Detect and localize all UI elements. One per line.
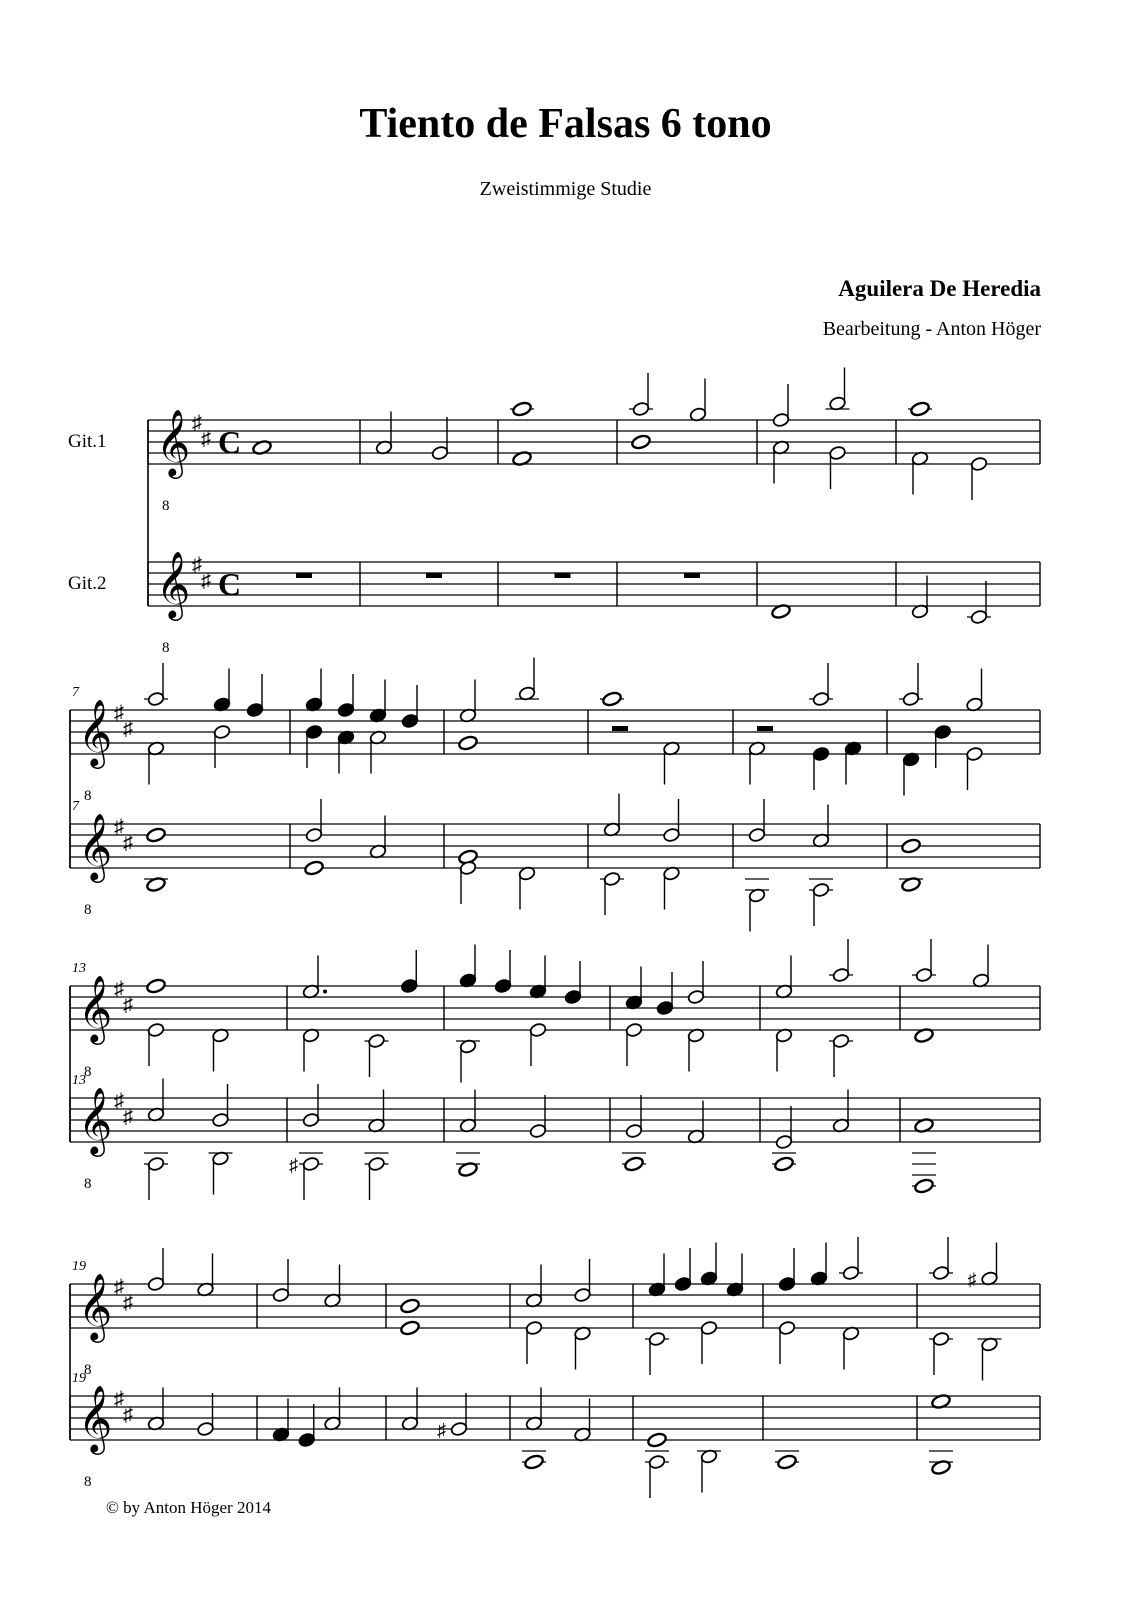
- staff-1: [70, 1237, 1040, 1381]
- note-head: [625, 1022, 643, 1037]
- note-head: [146, 827, 167, 843]
- note-head: [304, 860, 325, 876]
- system-3: [70, 939, 1040, 1200]
- treble-clef-icon: 𝄞: [156, 410, 191, 475]
- note-head: [524, 1454, 545, 1470]
- note-head: [663, 827, 681, 842]
- sharp-icon: ♯: [437, 1420, 446, 1440]
- treble-clef-icon: 𝄞: [78, 976, 113, 1041]
- note-head: [197, 1421, 215, 1436]
- rest: [757, 726, 773, 731]
- note-head: [525, 1320, 543, 1335]
- note-head: [812, 691, 830, 706]
- piece-subtitle: Zweistimmige Studie: [479, 178, 652, 200]
- sharp-icon: ♯: [192, 412, 202, 434]
- rest: [296, 573, 312, 578]
- measure-number: 7: [72, 799, 79, 814]
- dot: [323, 990, 327, 994]
- note-head: [337, 702, 355, 717]
- note-head: [932, 1265, 950, 1280]
- staff-2: [68, 552, 1040, 656]
- measure-number: 7: [72, 685, 79, 700]
- sharp-icon: ♯: [201, 428, 211, 450]
- note-head: [305, 724, 323, 739]
- note-head: [631, 434, 652, 450]
- note-head: [775, 1134, 793, 1149]
- note-head: [970, 456, 988, 471]
- staff-2: [70, 1371, 1040, 1498]
- note-head: [400, 1298, 421, 1314]
- note-head: [512, 401, 533, 417]
- note-head: [574, 1287, 592, 1302]
- treble-clef-icon: 𝄞: [78, 700, 113, 765]
- note-head: [147, 1156, 165, 1171]
- note-head: [450, 1421, 468, 1436]
- sharp-icon: ♯: [123, 994, 133, 1016]
- measure-number: 13: [72, 1073, 86, 1088]
- note-head: [603, 871, 621, 886]
- note-head: [778, 1276, 796, 1291]
- system-2: [70, 658, 1040, 932]
- note-head: [368, 1033, 386, 1048]
- sharp-icon: ♯: [192, 554, 202, 576]
- note-head: [901, 838, 922, 854]
- staff-1: [68, 368, 1040, 515]
- copyright-notice: © by Anton Höger 2014: [106, 1498, 271, 1517]
- instrument-label: Git.2: [68, 573, 107, 594]
- octave-marker: 8: [162, 498, 170, 514]
- treble-clef-icon: 𝄞: [78, 1274, 113, 1339]
- note-head: [529, 1022, 547, 1037]
- note-head: [647, 1432, 668, 1448]
- note-head: [774, 1156, 795, 1172]
- sharp-icon: ♯: [114, 978, 124, 1000]
- note-head: [298, 1432, 316, 1447]
- note-head: [656, 1000, 674, 1015]
- note-head: [305, 827, 323, 842]
- octave-marker: 8: [84, 1474, 92, 1490]
- note-head: [494, 978, 512, 993]
- time-signature: C: [218, 566, 242, 602]
- piece-title: Tiento de Falsas 6 tono: [359, 101, 772, 147]
- note-head: [648, 1454, 666, 1469]
- sharp-icon: ♯: [123, 1106, 133, 1128]
- note-head: [147, 1276, 165, 1291]
- staff-2: [70, 794, 1040, 932]
- measure-number: 13: [72, 961, 86, 976]
- note-head: [624, 1156, 645, 1172]
- sharp-icon: ♯: [114, 1388, 124, 1410]
- octave-marker: 8: [84, 788, 92, 804]
- octave-marker: 8: [84, 1362, 92, 1378]
- sharp-icon: ♯: [123, 1292, 133, 1314]
- note-head: [458, 735, 479, 751]
- octave-marker: 8: [84, 1064, 92, 1080]
- note-head: [147, 1022, 165, 1037]
- sharp-icon: ♯: [114, 816, 124, 838]
- staff-1: [70, 658, 1040, 805]
- octave-marker: 8: [84, 902, 92, 918]
- sharp-icon: ♯: [114, 1090, 124, 1112]
- system-4: [70, 1237, 1040, 1498]
- note-head: [832, 967, 850, 982]
- rest: [684, 573, 700, 578]
- note-head: [910, 401, 931, 417]
- octave-marker: 8: [84, 1176, 92, 1192]
- note-head: [401, 713, 419, 728]
- note-head: [602, 691, 623, 707]
- rest: [426, 573, 442, 578]
- note-head: [529, 1123, 547, 1138]
- note-head: [970, 609, 988, 624]
- note-head: [564, 989, 582, 1004]
- treble-clef-icon: 𝄞: [78, 1088, 113, 1153]
- note-head: [431, 445, 449, 460]
- note-head: [213, 724, 231, 739]
- note-head: [902, 691, 920, 706]
- note-head: [674, 1276, 692, 1291]
- instrument-label: Git.1: [68, 431, 107, 452]
- sharp-icon: ♯: [967, 1269, 977, 1290]
- staff-1: [70, 939, 1040, 1083]
- sharp-icon: ♯: [123, 1404, 133, 1426]
- note-head: [812, 746, 830, 761]
- note-head: [772, 412, 790, 427]
- sharp-icon: ♯: [289, 1155, 298, 1175]
- rest: [555, 573, 571, 578]
- note-head: [400, 978, 418, 993]
- note-head: [914, 1178, 935, 1194]
- note-head: [302, 1156, 320, 1171]
- note-head: [648, 1331, 666, 1346]
- composer-name: Aguilera De Heredia: [838, 276, 1041, 301]
- note-head: [625, 1123, 643, 1138]
- note-head: [932, 1331, 950, 1346]
- note-head: [748, 827, 766, 842]
- sharp-icon: ♯: [201, 570, 211, 592]
- note-head: [632, 401, 650, 416]
- sharp-icon: ♯: [114, 702, 124, 724]
- system-1: [68, 368, 1040, 657]
- note-head: [966, 746, 984, 761]
- note-head: [400, 1320, 421, 1336]
- note-head: [368, 1156, 386, 1171]
- time-signature: C: [218, 424, 242, 460]
- note-head: [842, 1265, 860, 1280]
- octave-marker: 8: [162, 640, 170, 656]
- sharp-icon: ♯: [123, 718, 133, 740]
- staff-2: [70, 1073, 1040, 1200]
- note-head: [246, 702, 264, 717]
- note-head: [829, 445, 847, 460]
- treble-clef-icon: 𝄞: [78, 814, 113, 879]
- sharp-icon: ♯: [123, 832, 133, 854]
- note-head: [812, 882, 830, 897]
- note-head: [915, 967, 933, 982]
- note-head: [777, 1454, 798, 1470]
- measure-number: 19: [72, 1371, 86, 1386]
- note-head: [147, 691, 165, 706]
- note-head: [832, 1033, 850, 1048]
- note-head: [212, 1112, 230, 1127]
- note-head: [778, 1320, 796, 1335]
- treble-clef-icon: 𝄞: [156, 552, 191, 617]
- measure-number: 19: [72, 1259, 86, 1274]
- rest: [612, 726, 628, 731]
- note-head: [687, 989, 705, 1004]
- note-head: [146, 978, 167, 994]
- note-head: [272, 1287, 290, 1302]
- sharp-icon: ♯: [114, 1276, 124, 1298]
- note-head: [700, 1320, 718, 1335]
- treble-clef-icon: 𝄞: [78, 1386, 113, 1451]
- note-head: [302, 1112, 320, 1127]
- arranger-credit: Bearbeitung - Anton Höger: [822, 318, 1041, 340]
- note-head: [934, 724, 952, 739]
